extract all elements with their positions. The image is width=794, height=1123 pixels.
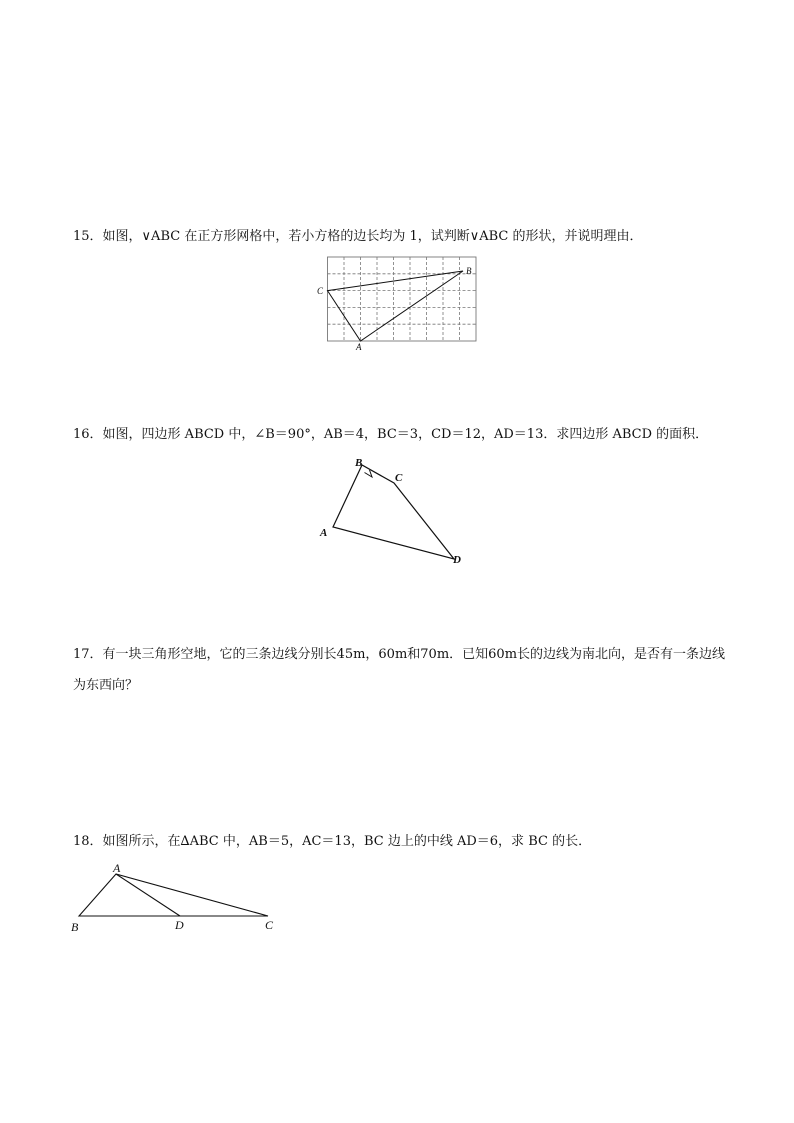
q15-grid-figure: [312, 252, 482, 352]
q16-quadrilateral-figure: [312, 450, 472, 572]
vertex-label-d: D: [453, 554, 461, 566]
question-15-text: 15．如图，∨ABC 在正方形网格中，若小方格的边长均为 1，试判断∨ABC 的形状，并说明理由．: [73, 229, 643, 244]
median-ad: [116, 874, 180, 916]
quadrilateral-abcd: [333, 465, 454, 559]
question-16-text: 16．如图，四边形 ABCD 中，∠B＝90°，AB＝4，BC＝3，CD＝12，AD＝13．求四边形 ABCD 的面积．: [73, 427, 709, 442]
vertex-label-c: C: [265, 918, 274, 932]
vertex-label-a: A: [320, 527, 328, 539]
vertex-label-c: C: [395, 472, 403, 484]
q18-triangle-figure: [64, 856, 284, 938]
vertex-label-b: B: [466, 266, 472, 276]
right-angle-mark: [365, 470, 373, 477]
grid-lines: [328, 257, 477, 341]
vertex-label-d: D: [175, 918, 184, 932]
vertex-label-b: B: [355, 457, 363, 469]
grid-border: [328, 257, 477, 341]
vertex-label-c: C: [317, 286, 324, 296]
triangle-abc: [328, 271, 464, 341]
question-18-text: 18．如图所示，在∆ABC 中，AB＝5，AC＝13，BC 边上的中线 AD＝6，求 BC 的长．: [73, 834, 592, 849]
question-17-text: 17．有一块三角形空地，它的三条边线分别长45m，60m和70m．已知60m长的边线为南北向，是否有一条边线为东西向？: [73, 647, 726, 693]
triangle-abc: [79, 874, 268, 916]
vertex-label-b: B: [71, 920, 79, 934]
vertex-label-a: A: [113, 861, 121, 875]
vertex-label-a: A: [356, 342, 362, 352]
